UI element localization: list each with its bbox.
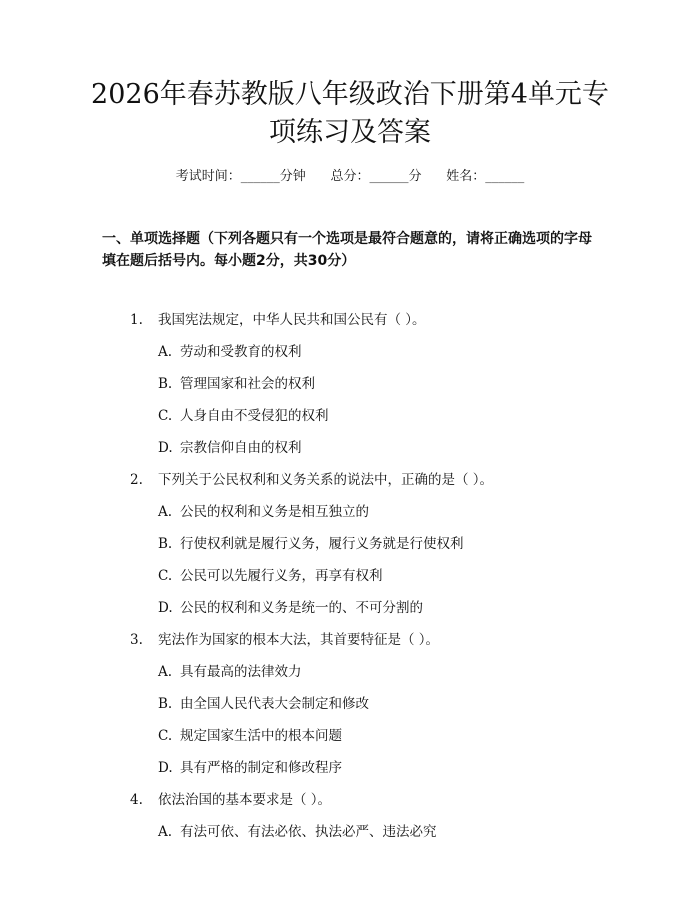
- option-letter: A.: [158, 344, 173, 360]
- question-3-option-c: [158, 727, 342, 745]
- option-text: 公民可以先履行义务，再享有权利: [180, 568, 383, 584]
- option-text: 行使权利就是履行义务，履行义务就是行使权利: [180, 536, 464, 552]
- option-letter: B.: [158, 696, 173, 712]
- option-text: 具有最高的法律效力: [180, 664, 302, 680]
- option-text: 规定国家生活中的根本问题: [180, 728, 342, 744]
- option-text: 有法可依、有法必依、执法必严、违法必究: [180, 824, 437, 840]
- question-number: 3.: [130, 632, 143, 648]
- option-letter: B.: [158, 376, 173, 392]
- option-letter: B.: [158, 536, 173, 552]
- question-2-option-a: [158, 503, 369, 521]
- question-3-option-d: [158, 759, 342, 777]
- question-1-option-c: [158, 407, 329, 425]
- question-1-option-b: [158, 375, 315, 393]
- option-text: 管理国家和社会的权利: [180, 376, 315, 392]
- question-number: 2.: [130, 472, 143, 488]
- option-text: 人身自由不受侵犯的权利: [180, 408, 329, 424]
- document-title: 2026年春苏教版八年级政治下册第4单元专项练习及答案: [91, 79, 609, 148]
- question-stem: 我国宪法规定，中华人民共和国公民有（ ）。: [158, 312, 426, 328]
- option-letter: D.: [158, 760, 173, 776]
- option-letter: A.: [158, 824, 173, 840]
- question-stem: 宪法作为国家的根本大法，其首要特征是（ ）。: [158, 632, 440, 648]
- option-text: 宗教信仰自由的权利: [180, 440, 302, 456]
- question-2-option-d: [158, 599, 423, 617]
- question-2: [130, 471, 493, 489]
- option-letter: C.: [158, 728, 173, 744]
- exam-info-line: 考试时间：______分钟 总分：______分 姓名：______: [175, 169, 525, 184]
- option-letter: C.: [158, 408, 173, 424]
- question-stem: 依法治国的基本要求是（ ）。: [158, 792, 332, 808]
- option-text: 公民的权利和义务是相互独立的: [180, 504, 369, 520]
- option-letter: A.: [158, 504, 173, 520]
- question-number: 4.: [130, 792, 143, 808]
- option-text: 劳动和受教育的权利: [180, 344, 302, 360]
- option-letter: C.: [158, 568, 173, 584]
- question-1-option-d: [158, 439, 302, 457]
- option-text: 公民的权利和义务是统一的、不可分割的: [180, 600, 423, 616]
- option-letter: D.: [158, 440, 173, 456]
- question-1: [130, 311, 426, 329]
- option-text: 具有严格的制定和修改程序: [180, 760, 342, 776]
- question-4-option-a: [158, 823, 437, 841]
- question-4: [130, 791, 331, 809]
- question-2-option-c: [158, 567, 383, 585]
- question-1-option-a: [158, 343, 302, 361]
- option-letter: D.: [158, 600, 173, 616]
- question-2-option-b: [158, 535, 464, 553]
- question-3: [130, 631, 439, 649]
- option-text: 由全国人民代表大会制定和修改: [180, 696, 369, 712]
- question-3-option-b: [158, 695, 369, 713]
- question-stem: 下列关于公民权利和义务关系的说法中，正确的是（ ）。: [158, 472, 494, 488]
- question-number: 1.: [130, 312, 143, 328]
- section-heading: 一、单项选择题（下列各题只有一个选项是最符合题意的，请将正确选项的字母填在题后括号内。每小题2分，共30分）: [102, 231, 592, 269]
- question-3-option-a: [158, 663, 302, 681]
- option-letter: A.: [158, 664, 173, 680]
